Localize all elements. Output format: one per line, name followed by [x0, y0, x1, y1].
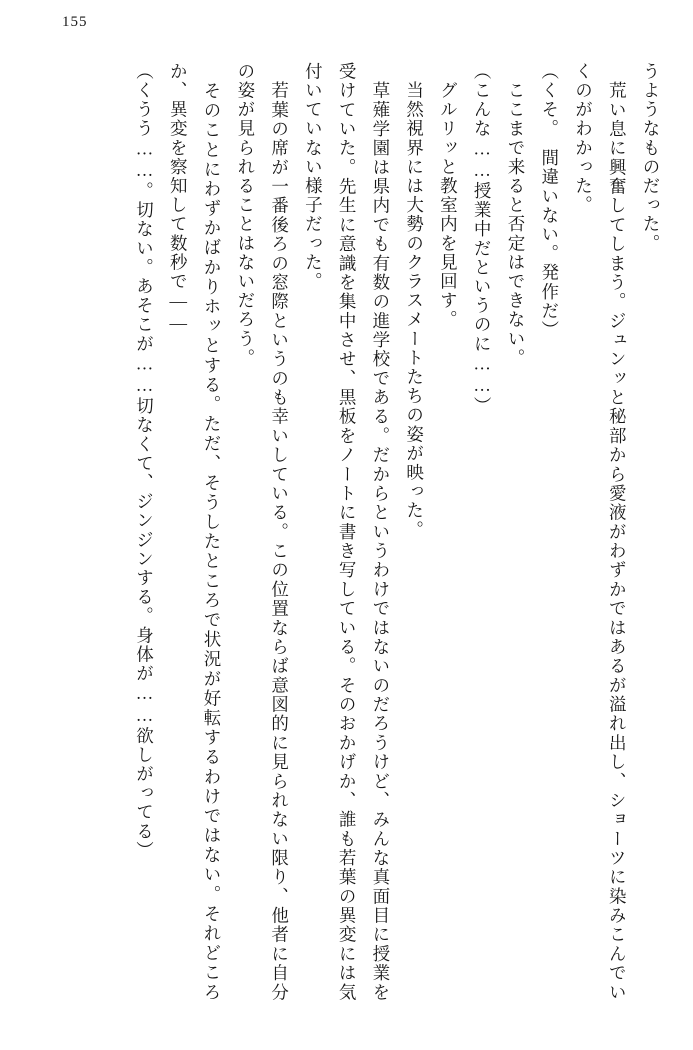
paragraph: グルリッと教室内を見回す。 — [438, 62, 459, 330]
paragraph: そのことにわずかばかりホッとする。ただ、そうしたところで状況が好転するわけではない。それどころか、異変を察知して数秒で―― — [168, 62, 223, 1002]
paragraph: 当然視界には大勢のクラスメートたちの姿が映った。 — [404, 62, 425, 540]
paragraph: 荒い息に興奮してしまう。ジュンッと秘部から愛液がわずかではあるが溢れ出し、ショーツに染みこんでいくのがわかった。 — [573, 62, 628, 1002]
page-number: 155 — [62, 14, 88, 30]
paragraph: うようなものだった。 — [641, 62, 661, 253]
paragraph: 若葉の席が一番後ろの窓際というのも幸いしている。この位置ならば意図的に見られない限り、他者に自分の姿が見られることはないだろう。 — [235, 62, 290, 1002]
paragraph: （くうう……。切ない。あそこが……切なくて、ジンジンする。身体が……欲しがってる） — [134, 62, 155, 861]
paragraph: ここまで来ると否定はできない。 — [505, 62, 526, 368]
vertical-text-body — [30, 62, 667, 1002]
paragraph: 草薙学園は県内でも有数の進学校である。だからというわけではないのだろうけど、みんな真面目に授業を受けていた。先生に意識を集中させ、黒板をノートに書き写している。そのおかげか、誰も若葉の異変には気付いていない様子だった。 — [303, 62, 391, 1002]
paragraph: （こんな……授業中だというのに……） — [472, 62, 493, 416]
paragraph: （くそ。 間違いない。発作だ） — [539, 62, 560, 340]
